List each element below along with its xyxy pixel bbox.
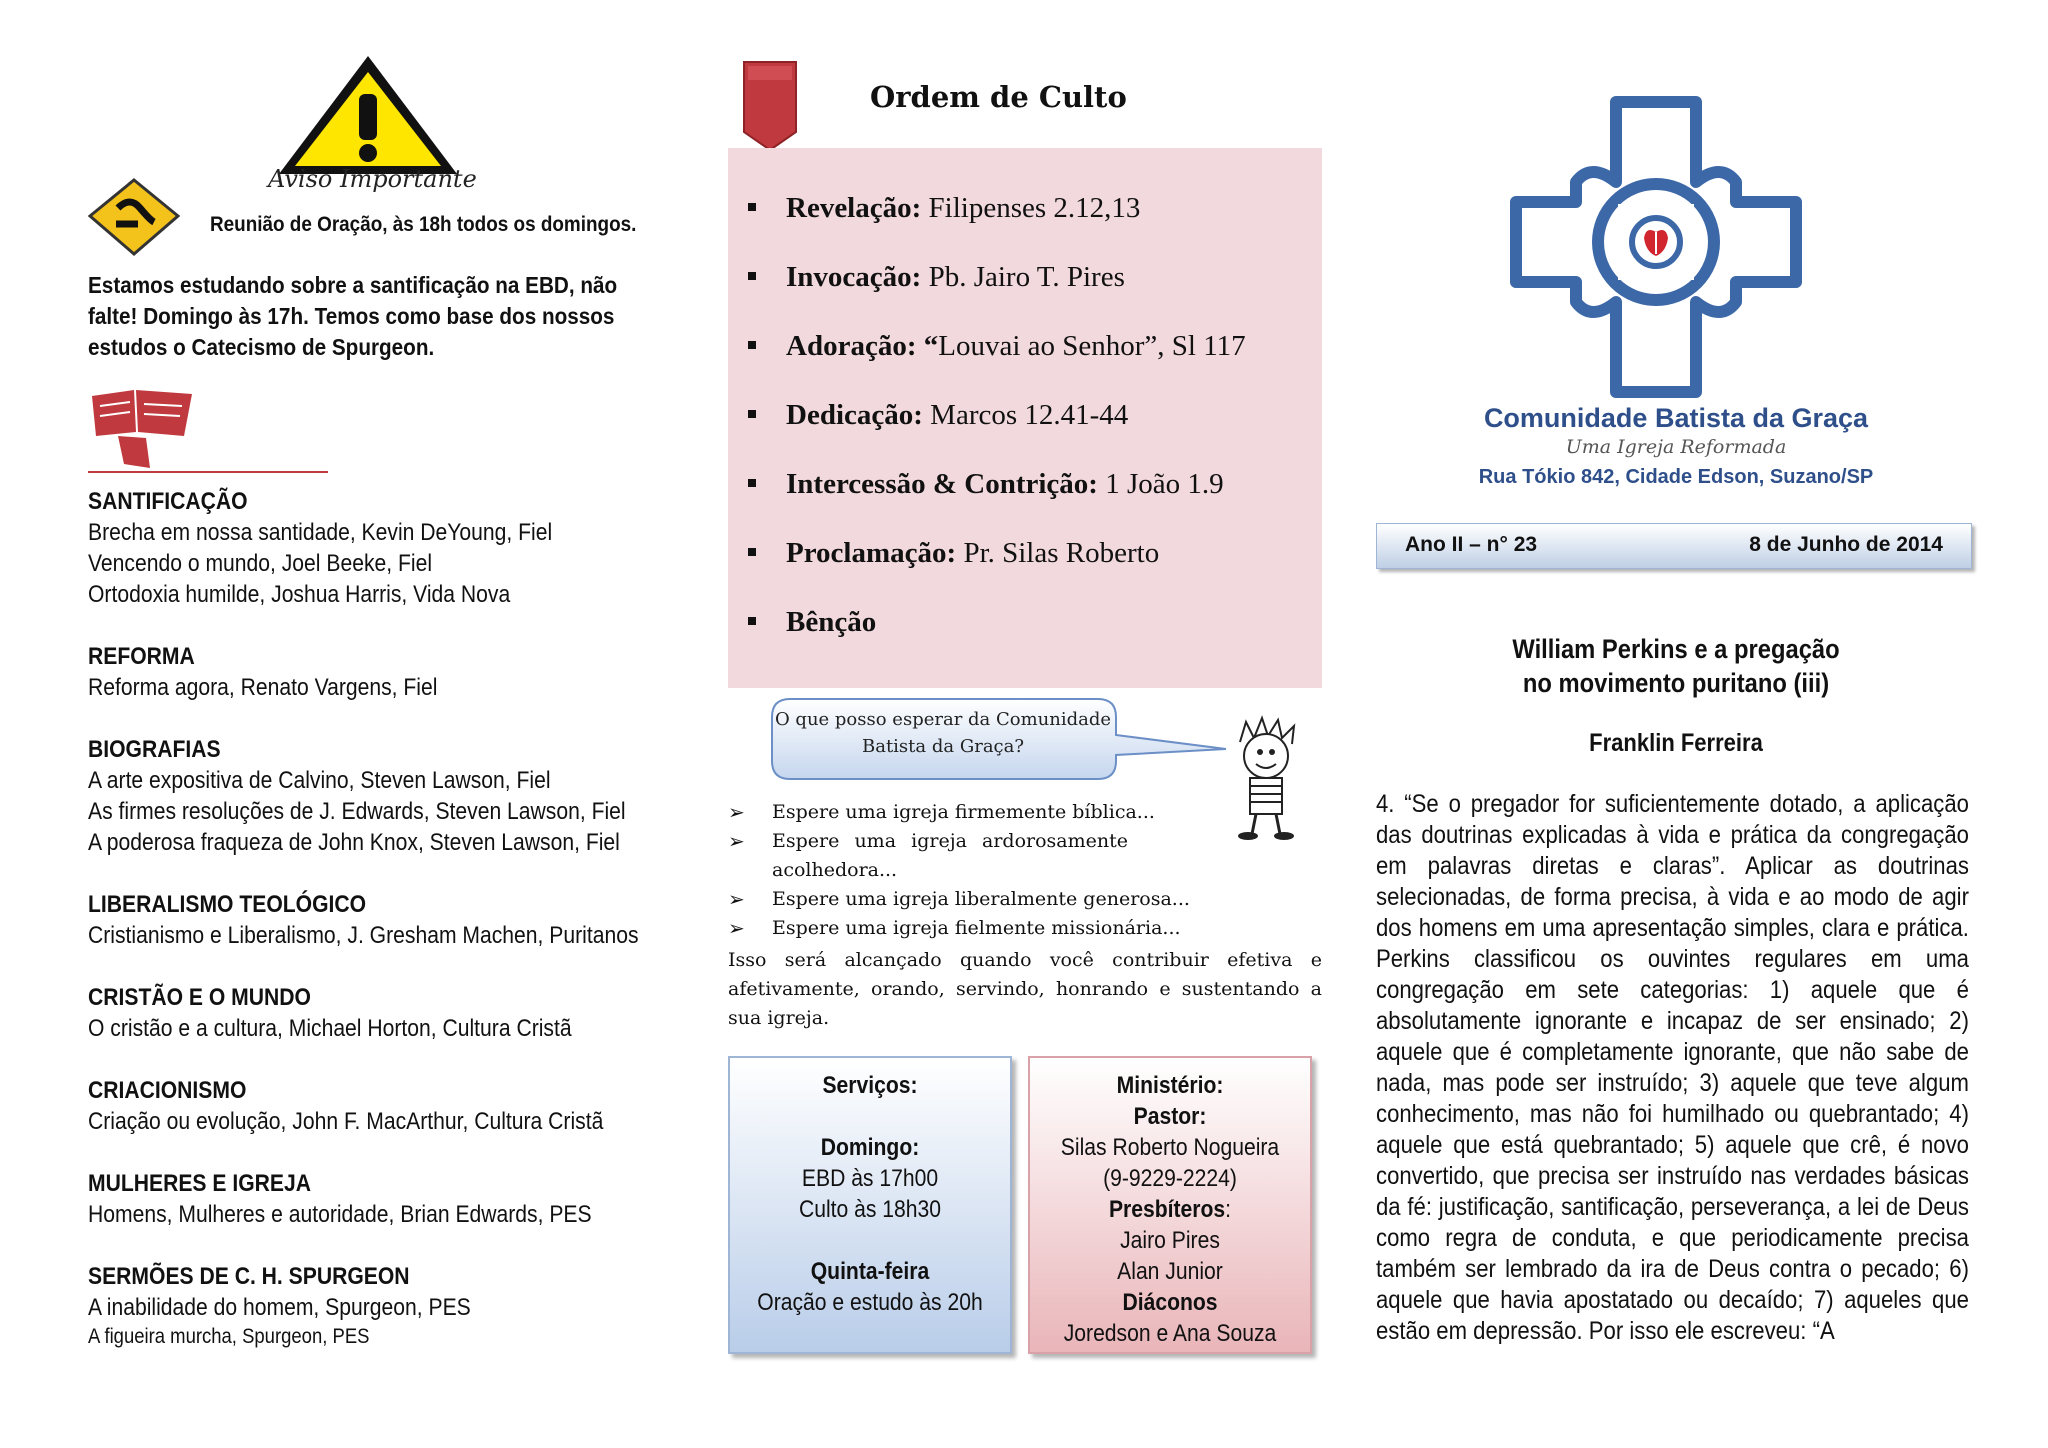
pastor-name: Silas Roberto Nogueira: [1060, 1134, 1280, 1161]
servicos-box: [728, 1056, 1012, 1354]
church-name: Comunidade Batista da Graça: [1483, 403, 1869, 433]
book-item: O cristão e a cultura, Michael Horton, Cultura Cristã: [88, 1015, 572, 1042]
ordem-item: Adoração: “Louvai ao Senhor”, Sl 117: [748, 326, 1246, 395]
category-title: BIOGRAFIAS: [88, 736, 221, 763]
book-item: A arte expositiva de Calvino, Steven Lawson, Fiel: [88, 767, 551, 794]
ministerio-title: Ministério:: [1116, 1072, 1224, 1099]
book-category: [88, 641, 686, 703]
pastor-label: Pastor:: [1133, 1103, 1207, 1130]
book-category: [88, 1261, 686, 1351]
domingo-label: Domingo:: [820, 1134, 920, 1161]
category-title: MULHERES E IGREJA: [88, 1170, 311, 1197]
category-title: LIBERALISMO TEOLÓGICO: [88, 891, 367, 918]
book-item: Brecha em nossa santidade, Kevin DeYoung, Fiel: [88, 519, 553, 546]
bubble-text: O que posso esperar da Comunidade Batista da Graça?: [774, 709, 1112, 757]
bookmark-icon: [742, 60, 798, 157]
bullet-icon: [748, 341, 756, 349]
book-list: [88, 486, 686, 1382]
pastor-phone: (9-9229-2224): [1103, 1165, 1237, 1192]
book-category: [88, 889, 686, 951]
bullet-icon: [748, 548, 756, 556]
espere-item: ➢ Espere uma igreja liberalmente generosa...: [728, 885, 1248, 914]
book-category: [88, 982, 686, 1044]
book-reading-icon: [88, 388, 328, 474]
book-item: Vencendo o mundo, Joel Beeke, Fiel: [88, 550, 433, 577]
bullet-icon: [748, 203, 756, 211]
category-title: REFORMA: [88, 643, 195, 670]
book-item: Reforma agora, Renato Vargens, Fiel: [88, 674, 438, 701]
article-title: William Perkins e a pregação no movimento puritano (iii): [1512, 634, 1840, 698]
book-category: [88, 1075, 686, 1137]
issue-number: Ano II – n° 23: [1405, 533, 1538, 556]
road-sign-icon: [88, 178, 180, 258]
book-item: A figueira murcha, Spurgeon, PES: [88, 1325, 370, 1348]
ebd-notice: Estamos estudando sobre a santificação na EBD, não falte! Domingo às 17h. Temos como base dos nossos estudos o Catecismo de Spurgeon.: [88, 272, 618, 360]
ordem-item: Bênção: [748, 602, 1246, 671]
celtic-cross-logo-icon: [1506, 92, 1806, 412]
ordem-item: Dedicação: Marcos 12.41-44: [748, 395, 1246, 464]
category-title: SANTIFICAÇÃO: [88, 488, 248, 515]
ordem-item: Proclamação: Pr. Silas Roberto: [748, 533, 1246, 602]
book-item: Ortodoxia humilde, Joshua Harris, Vida Nova: [88, 581, 511, 608]
issue-date: 8 de Junho de 2014: [1749, 533, 1943, 556]
ordem-item: Invocação: Pb. Jairo T. Pires: [748, 257, 1246, 326]
presbitero-name: Jairo Pires: [1120, 1227, 1220, 1254]
servicos-title: Serviços:: [822, 1072, 918, 1099]
diaconos-names: Joredson e Ana Souza: [1063, 1320, 1277, 1347]
arrow-bullet-icon: ➢: [728, 800, 745, 824]
church-subtitle: Uma Igreja Reformada: [1565, 436, 1787, 458]
category-title: CRISTÃO E O MUNDO: [88, 984, 311, 1011]
book-category: [88, 1168, 686, 1230]
book-item: A inabilidade do homem, Spurgeon, PES: [88, 1294, 471, 1321]
espere-item: ➢ Espere uma igreja fielmente missionária...: [728, 914, 1248, 943]
diaconos-label: Diáconos: [1122, 1289, 1218, 1316]
book-item: As firmes resoluções de J. Edwards, Steven Lawson, Fiel: [88, 798, 626, 825]
issue-bar: [1376, 523, 1972, 569]
arrow-bullet-icon: ➢: [728, 829, 745, 853]
ordem-box: [728, 148, 1322, 688]
quinta-oracao: Oração e estudo às 20h: [757, 1289, 983, 1316]
book-category: [88, 486, 686, 610]
quinta-label: Quinta-feira: [810, 1258, 930, 1285]
ordem-item: Revelação: Filipenses 2.12,13: [748, 188, 1246, 257]
ministerio-box: [1028, 1056, 1312, 1354]
domingo-culto: Culto às 18h30: [798, 1196, 942, 1223]
prayer-notice: Reunião de Oração, às 18h todos os domingos.: [210, 213, 637, 236]
category-title: CRIACIONISMO: [88, 1077, 247, 1104]
arrow-bullet-icon: ➢: [728, 916, 745, 940]
bullet-icon: [748, 479, 756, 487]
ordem-item: Intercessão & Contrição: 1 João 1.9: [748, 464, 1246, 533]
espere-list: [728, 798, 1248, 943]
presbitero-name: Alan Junior: [1117, 1258, 1223, 1285]
domingo-ebd: EBD às 17h00: [801, 1165, 939, 1192]
espere-item: ➢ Espere uma igreja ardorosamente acolhedora...: [728, 827, 1248, 885]
isso-text: Isso será alcançado quando você contribuir efetiva e afetivamente, orando, servindo, honrando e sustentando a sua igreja.: [728, 949, 1322, 1029]
book-item: Homens, Mulheres e autoridade, Brian Edwards, PES: [88, 1201, 592, 1228]
espere-item: ➢ Espere uma igreja firmemente bíblica...: [728, 798, 1248, 827]
bullet-icon: [748, 617, 756, 625]
presbiteros-label: Presbíteros:: [1108, 1196, 1232, 1223]
article-body: 4. “Se o pregador for suficientemente dotado, a aplicação das doutrinas explicadas à vida e prática da congregação em palavras diretas e claras”. Aplicar as doutrinas selecionadas, de forma precisa, à vida e ao modo de agir dos homens em uma apresentação simples, clara e prática. Perkins classificou os ouvintes regulares em uma congregação em sete categorias: 1) aquele que é absolutamente ignorante e incapaz de ser ensinado; 2) aquele que é completamente ignorante, que não sabe de nada, mas pode ser instruído; 3) aquele que teve algum conhecimento, mas não foi humilhado ou quebrantado; 4) aquele que está quebrantado; 5) aquele que crê, é novo convertido, que precisa ser instruído nas verdades básicas da fé: justificação, santificação, perseverança, a lei de Deus como regra de conduta, e que periodicamente precisa também ser lembrado da ira de Deus contra o pecado; 6) aquele que havia apostatado ou decaído; 7) aqueles que estão em depressão. Por isso ele escreveu: “A: [1376, 790, 1969, 1345]
bullet-icon: [748, 410, 756, 418]
book-item: Cristianismo e Liberalismo, J. Gresham Machen, Puritanos: [88, 922, 639, 949]
book-item: Criação ou evolução, John F. MacArthur, Cultura Cristã: [88, 1108, 604, 1135]
book-category: [88, 734, 686, 858]
ordem-list: [748, 188, 1246, 671]
ordem-title: Ordem de Culto: [870, 80, 1127, 114]
warning-caption: Aviso Importante: [268, 165, 477, 193]
arrow-bullet-icon: ➢: [728, 887, 745, 911]
book-item: A poderosa fraqueza de John Knox, Steven Lawson, Fiel: [88, 829, 620, 856]
article-author: Franklin Ferreira: [1589, 729, 1763, 757]
church-address: Rua Tókio 842, Cidade Edson, Suzano/SP: [1478, 466, 1874, 488]
category-title: SERMÕES DE C. H. SPURGEON: [88, 1263, 410, 1290]
bullet-icon: [748, 272, 756, 280]
